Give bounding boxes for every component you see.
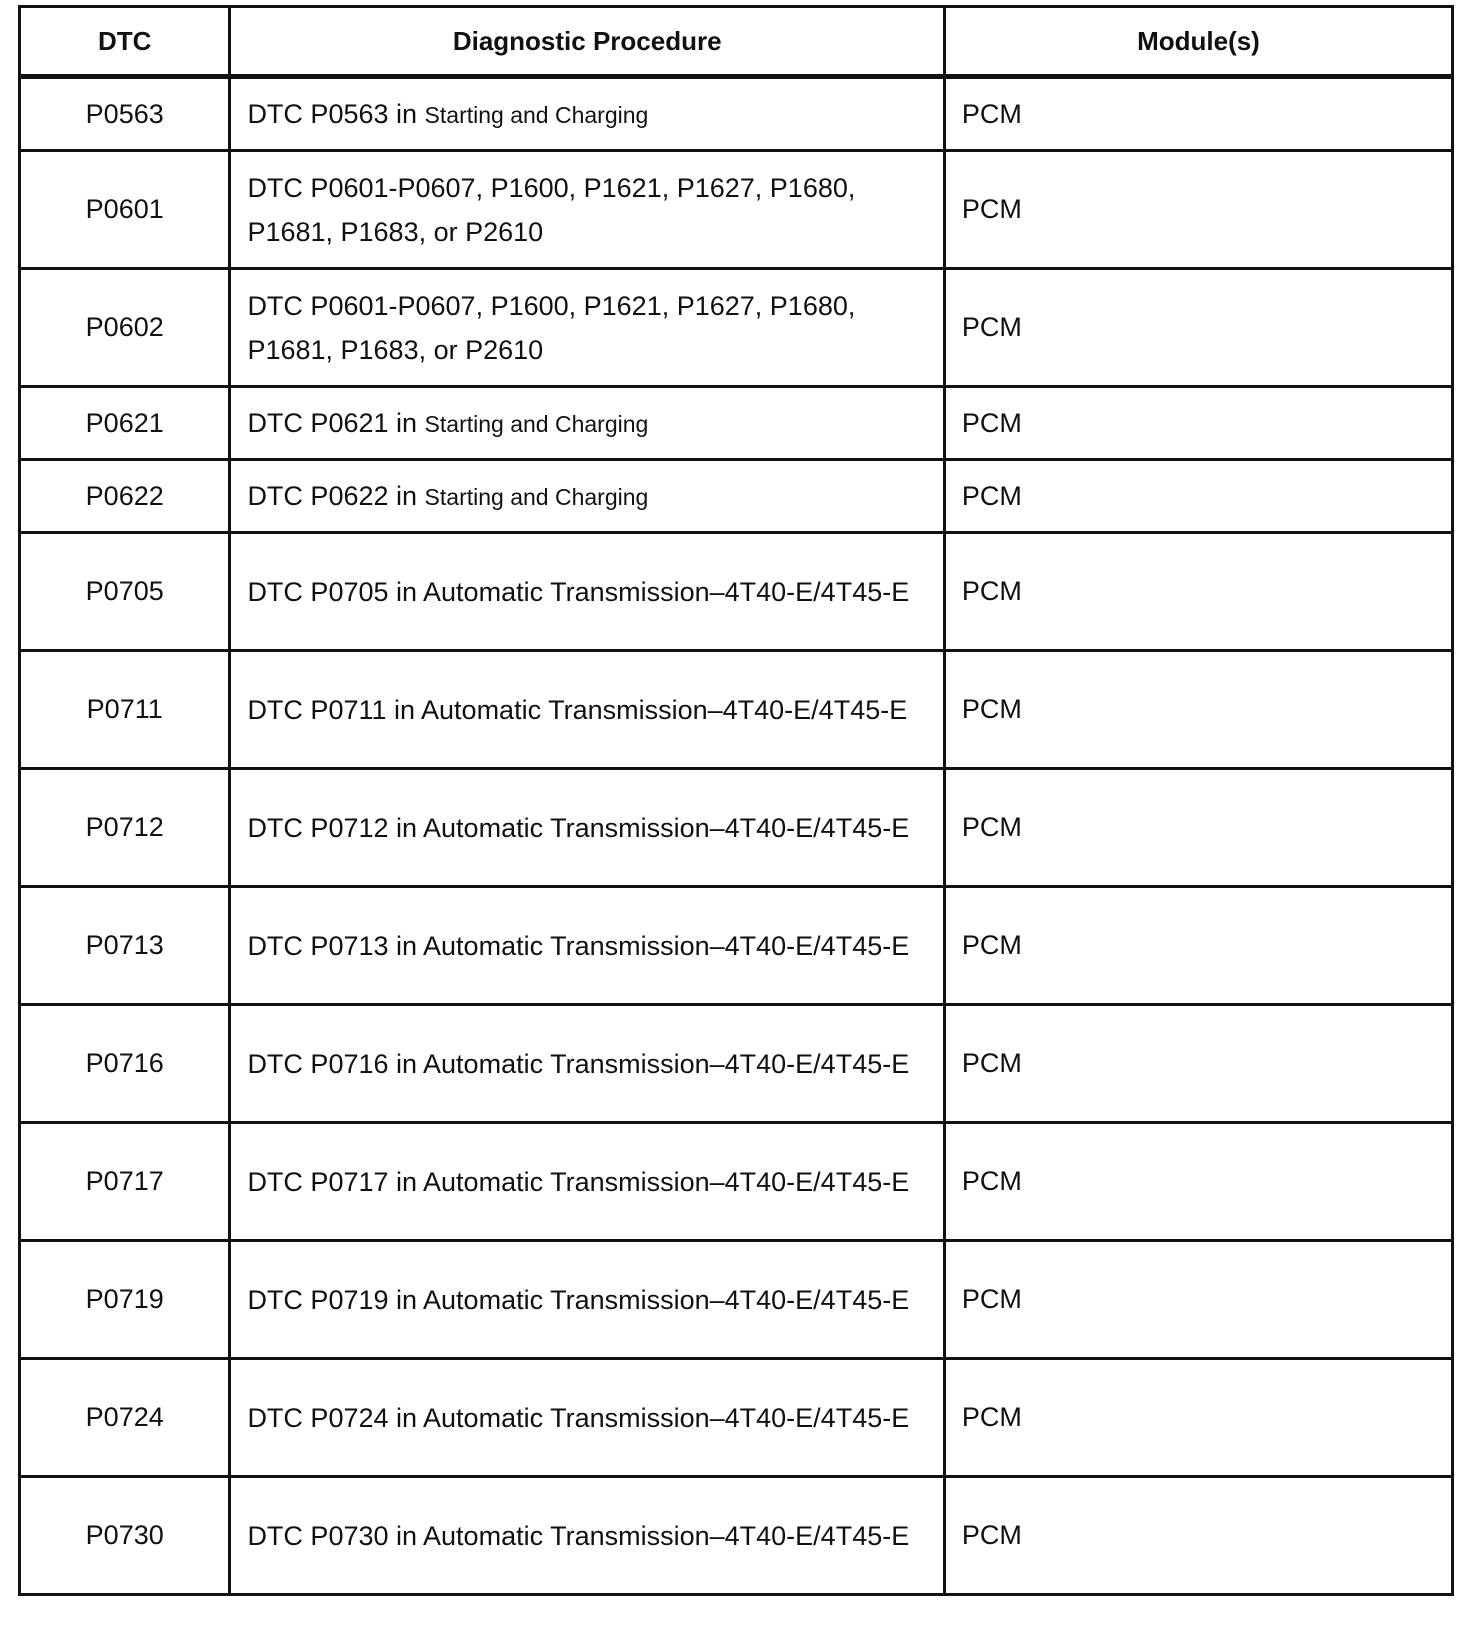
diagnostic-procedure [230, 460, 944, 533]
header-dtc: DTC [20, 7, 230, 77]
dtc-code: P0711 [20, 651, 230, 769]
module-name: PCM [944, 887, 1452, 1005]
procedure-reference: Starting and Charging [424, 483, 649, 510]
procedure-text: DTC P0621 in [247, 407, 418, 438]
diagnostic-procedure: DTC P0716 in Automatic Transmission–4T40-E/4T45-E [230, 1005, 944, 1123]
table-row [20, 387, 1453, 460]
table-body [20, 77, 1453, 1595]
table-row [20, 533, 1453, 651]
table-row [20, 460, 1453, 533]
table-row [20, 1123, 1453, 1241]
dtc-code: P0563 [20, 77, 230, 151]
diagnostic-procedure: DTC P0730 in Automatic Transmission–4T40-E/4T45-E [230, 1477, 944, 1595]
dtc-code: P0713 [20, 887, 230, 1005]
module-name: PCM [944, 151, 1452, 269]
header-row [20, 7, 1453, 77]
diagnostic-procedure: DTC P0712 in Automatic Transmission–4T40-E/4T45-E [230, 769, 944, 887]
diagnostic-procedure: DTC P0705 in Automatic Transmission–4T40-E/4T45-E [230, 533, 944, 651]
diagnostic-procedure: DTC P0713 in Automatic Transmission–4T40-E/4T45-E [230, 887, 944, 1005]
table-row [20, 1359, 1453, 1477]
table-header [20, 7, 1453, 77]
diagnostic-procedure: DTC P0719 in Automatic Transmission–4T40-E/4T45-E [230, 1241, 944, 1359]
module-name: PCM [944, 651, 1452, 769]
procedure-reference: Starting and Charging [424, 410, 649, 437]
module-name: PCM [944, 460, 1452, 533]
diagnostic-procedure: DTC P0601-P0607, P1600, P1621, P1627, P1680, P1681, P1683, or P2610 [230, 151, 944, 269]
table-row [20, 651, 1453, 769]
module-name: PCM [944, 1477, 1452, 1595]
dtc-code: P0621 [20, 387, 230, 460]
dtc-code: P0622 [20, 460, 230, 533]
table-row [20, 1477, 1453, 1595]
module-name: PCM [944, 387, 1452, 460]
table-row [20, 769, 1453, 887]
module-name: PCM [944, 269, 1452, 387]
diagnostic-procedure [230, 77, 944, 151]
dtc-code: P0601 [20, 151, 230, 269]
dtc-code: P0705 [20, 533, 230, 651]
module-name: PCM [944, 1123, 1452, 1241]
module-name: PCM [944, 533, 1452, 651]
header-modules: Module(s) [944, 7, 1452, 77]
procedure-text: DTC P0563 in [247, 98, 418, 129]
procedure-text: DTC P0622 in [247, 480, 418, 511]
table-row [20, 887, 1453, 1005]
dtc-code: P0716 [20, 1005, 230, 1123]
module-name: PCM [944, 1241, 1452, 1359]
dtc-code: P0719 [20, 1241, 230, 1359]
table-row [20, 1241, 1453, 1359]
module-name: PCM [944, 77, 1452, 151]
module-name: PCM [944, 1359, 1452, 1477]
table-row [20, 269, 1453, 387]
header-procedure: Diagnostic Procedure [230, 7, 944, 77]
table-row [20, 1005, 1453, 1123]
diagnostic-procedure: DTC P0717 in Automatic Transmission–4T40-E/4T45-E [230, 1123, 944, 1241]
dtc-code: P0724 [20, 1359, 230, 1477]
dtc-table [18, 5, 1454, 1596]
diagnostic-procedure: DTC P0724 in Automatic Transmission–4T40-E/4T45-E [230, 1359, 944, 1477]
diagnostic-procedure [230, 387, 944, 460]
dtc-code: P0712 [20, 769, 230, 887]
table-row [20, 151, 1453, 269]
dtc-code: P0730 [20, 1477, 230, 1595]
module-name: PCM [944, 769, 1452, 887]
procedure-reference: Starting and Charging [424, 101, 649, 128]
module-name: PCM [944, 1005, 1452, 1123]
diagnostic-procedure: DTC P0711 in Automatic Transmission–4T40-E/4T45-E [230, 651, 944, 769]
diagnostic-procedure: DTC P0601-P0607, P1600, P1621, P1627, P1680, P1681, P1683, or P2610 [230, 269, 944, 387]
dtc-code: P0717 [20, 1123, 230, 1241]
table-row [20, 77, 1453, 151]
dtc-code: P0602 [20, 269, 230, 387]
